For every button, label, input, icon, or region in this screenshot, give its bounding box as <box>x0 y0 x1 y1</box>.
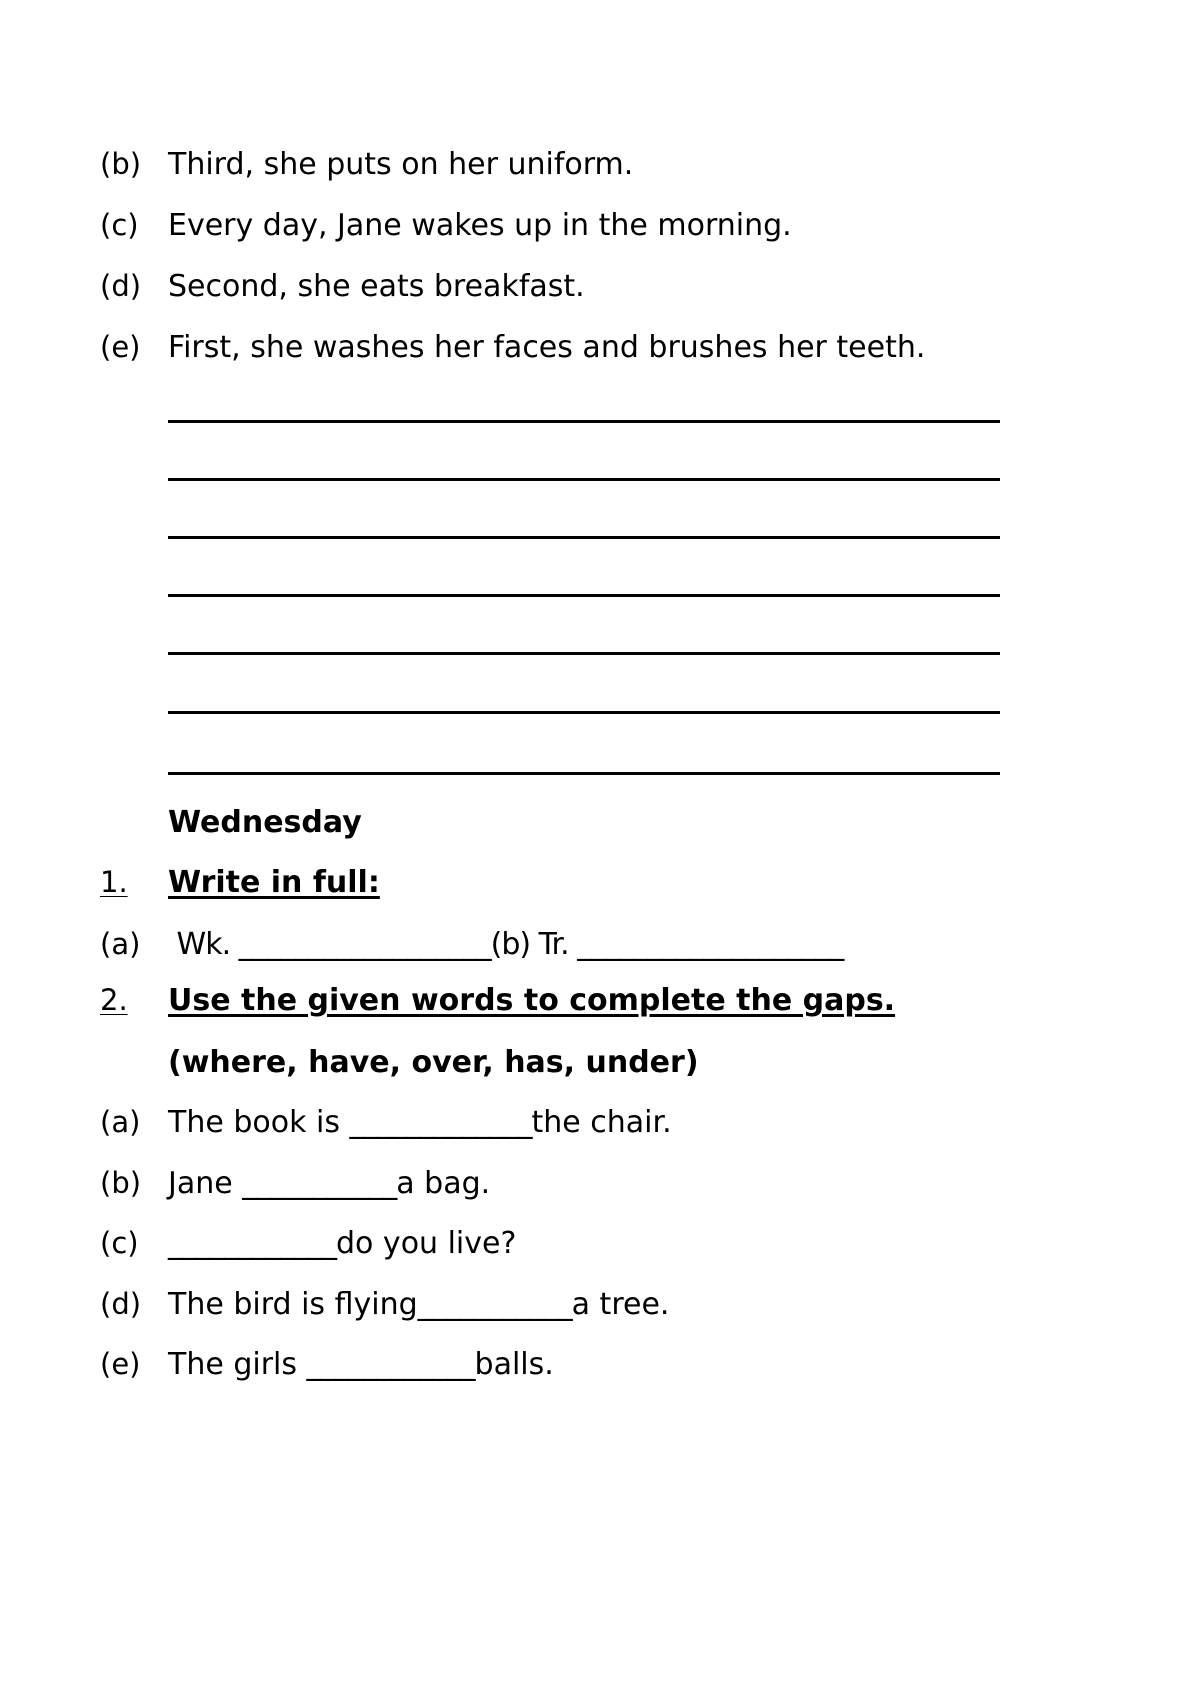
gapfill-item-b <box>100 1166 1100 1201</box>
item-label: (e) <box>100 330 141 364</box>
day-heading-wednesday: Wednesday <box>168 805 362 840</box>
item-text: Second, she eats breakfast. <box>168 269 585 304</box>
sentence-before-blank: Jane <box>168 1166 243 1201</box>
sentence-after-blank: a tree. <box>571 1287 670 1322</box>
item-label: (b) <box>100 147 142 181</box>
item-text: First, she washes her faces and brushes her teeth. <box>168 330 926 365</box>
question-2-instruction: Use the given words to complete the gaps. <box>168 983 896 1018</box>
gapfill-item-d <box>100 1287 1100 1322</box>
sentence-after-blank: balls. <box>474 1347 554 1382</box>
sentence-after-blank: do you live? <box>336 1226 517 1261</box>
sentence-after-blank: a bag. <box>396 1166 491 1201</box>
item-label: (d) <box>100 269 142 303</box>
question-number: 1. <box>100 865 128 899</box>
gapfill-sentence[interactable] <box>168 1166 1100 1201</box>
item-label: (c) <box>100 208 139 242</box>
item-text: Every day, Jane wakes up in the morning. <box>168 208 792 243</box>
item-label: (d) <box>100 1287 142 1321</box>
sequencing-item-e <box>100 330 1100 365</box>
gapfill-item-e <box>100 1347 1100 1382</box>
answer-writing-line[interactable] <box>168 652 1000 655</box>
item-label: (a) <box>100 1105 141 1139</box>
answer-blank[interactable]: ___________ <box>417 1287 572 1322</box>
sequencing-item-d <box>100 269 1100 304</box>
sentence-after-blank: the chair. <box>531 1105 672 1140</box>
item-label: (e) <box>100 1347 141 1381</box>
answer-blank[interactable]: ____________ <box>168 1226 336 1261</box>
item-label: (b) <box>100 1166 142 1200</box>
question-1-answer-row <box>100 927 1100 962</box>
gapfill-sentence[interactable] <box>168 1287 1100 1322</box>
item-label: (a) <box>100 927 141 961</box>
sequencing-item-c <box>100 208 1100 243</box>
question-1-instruction: Write in full: <box>168 865 380 900</box>
gapfill-sentence[interactable] <box>168 1105 1100 1140</box>
item-label: (c) <box>100 1226 139 1260</box>
sentence-before-blank: The girls <box>168 1347 307 1382</box>
word-bank: (where, have, over, has, under) <box>168 1045 699 1080</box>
write-in-full-blanks[interactable]: Wk. __________________(b) Tr. ___________________ <box>168 927 844 962</box>
question-1-row <box>100 865 1100 900</box>
gapfill-sentence[interactable] <box>168 1226 1100 1261</box>
question-number: 2. <box>100 983 128 1017</box>
answer-writing-line[interactable] <box>168 772 1000 775</box>
sentence-before-blank: The bird is flying <box>168 1287 418 1322</box>
gapfill-item-a <box>100 1105 1100 1140</box>
answer-writing-line[interactable] <box>168 420 1000 423</box>
answer-blank[interactable]: ____________ <box>306 1347 475 1382</box>
answer-writing-line[interactable] <box>168 536 1000 539</box>
answer-blank[interactable]: ___________ <box>242 1166 397 1201</box>
item-text: Third, she puts on her uniform. <box>168 147 634 182</box>
question-2-row <box>100 983 1100 1018</box>
answer-writing-line[interactable] <box>168 711 1000 714</box>
gapfill-sentence[interactable] <box>168 1347 1100 1382</box>
sequencing-item-b <box>100 147 1100 182</box>
answer-blank[interactable]: _____________ <box>349 1105 532 1140</box>
sentence-before-blank: The book is <box>168 1105 350 1140</box>
answer-writing-line[interactable] <box>168 594 1000 597</box>
answer-writing-line[interactable] <box>168 478 1000 481</box>
gapfill-item-c <box>100 1226 1100 1261</box>
